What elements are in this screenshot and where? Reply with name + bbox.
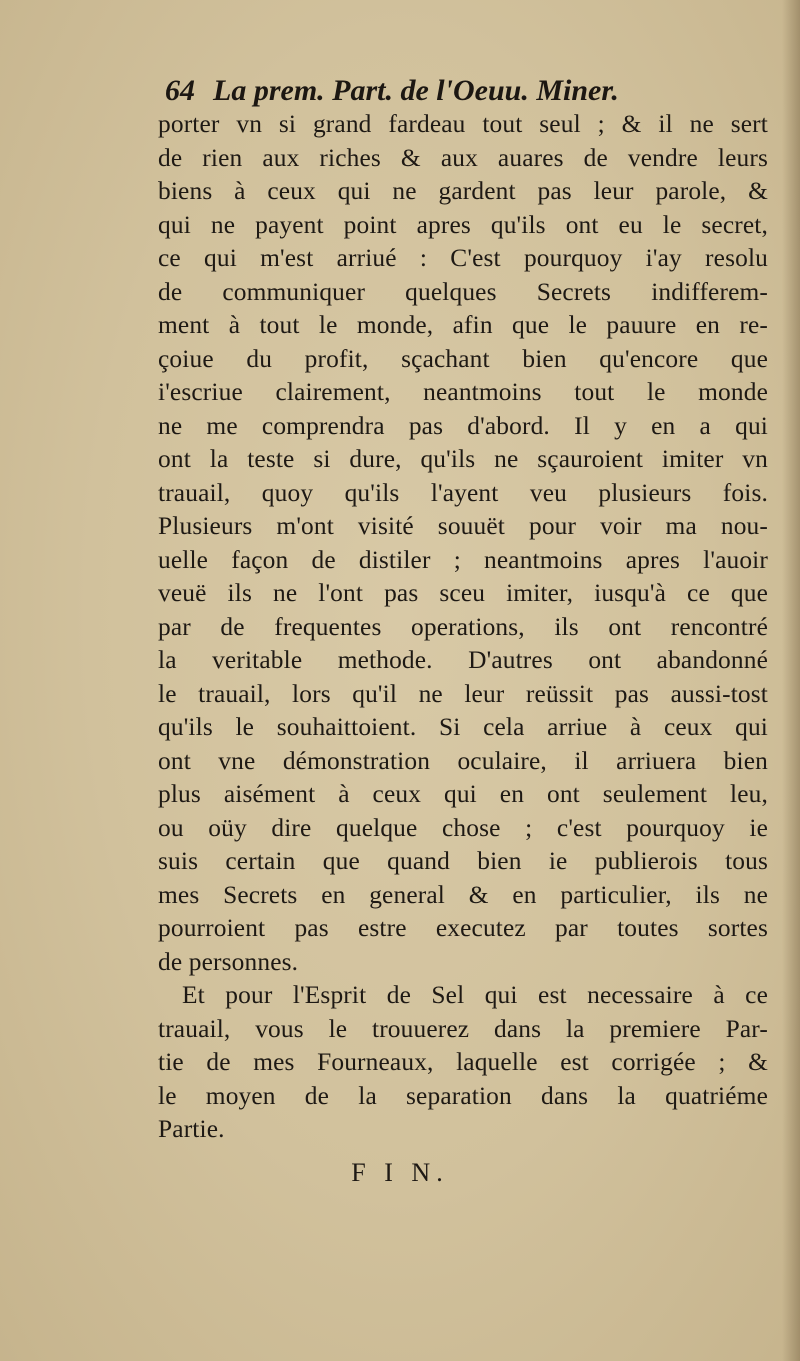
text-line: Plusieurs m'ont visité souuët pour voir ma nou-	[158, 512, 768, 540]
text-line: par de frequentes operations, ils ont rencontré	[158, 612, 768, 641]
paragraph-start-line: Et pour l'Esprit de Sel qui est necessaire à ce	[182, 981, 768, 1009]
text-line: la veritable methode. D'autres ont abandonné	[158, 646, 768, 674]
text-line: de rien aux riches & aux auares de vendre leurs	[158, 143, 768, 172]
text-line: de personnes.	[158, 947, 299, 976]
text-line: ce qui m'est arriué : C'est pourquoy i'ay resolu	[158, 244, 768, 272]
text-line: ou oüy dire quelque chose ; c'est pourquoy ie	[158, 813, 768, 842]
text-line: qu'ils le souhaittoient. Si cela arriue à ceux qui	[158, 713, 768, 741]
text-line: porter vn si grand fardeau tout seul ; & il ne sert	[158, 110, 768, 138]
text-line: trauail, vous le trouuerez dans la premiere Par-	[158, 1014, 768, 1043]
page-number: 64	[165, 74, 195, 107]
text-line: mes Secrets en general & en particulier, ils ne	[158, 880, 768, 909]
text-line: Partie.	[158, 1115, 225, 1143]
text-line: qui ne payent point apres qu'ils ont eu le secret,	[158, 210, 768, 239]
page-edge-shadow	[782, 0, 800, 1361]
text-line: ont la teste si dure, qu'ils ne sçauroient imiter vn	[158, 445, 768, 473]
text-line: plus aisément à ceux qui en ont seulement leu,	[158, 780, 768, 808]
text-line: ont vne démonstration oculaire, il arriuera bien	[158, 746, 768, 775]
body-text	[158, 108, 768, 1147]
text-line: de communiquer quelques Secrets indifferem-	[158, 277, 768, 306]
text-line: uelle façon de distiler ; neantmoins apres l'auoir	[158, 545, 768, 574]
text-line: biens à ceux qui ne gardent pas leur parole, &	[158, 177, 768, 205]
text-line: le moyen de la separation dans la quatriéme	[158, 1081, 768, 1110]
text-line: ment à tout le monde, afin que le pauure en re-	[158, 311, 768, 339]
text-line: çoiue du profit, sçachant bien qu'encore que	[158, 344, 768, 373]
text-line: i'escriue clairement, neantmoins tout le monde	[158, 378, 768, 406]
text-line: trauail, quoy qu'ils l'ayent veu plusieurs fois.	[158, 478, 768, 507]
text-line: tie de mes Fourneaux, laquelle est corrigée ; &	[158, 1048, 768, 1076]
text-line: veuë ils ne l'ont pas sceu imiter, iusqu'à ce que	[158, 579, 768, 607]
running-title: La prem. Part. de l'Oeuu. Miner.	[213, 74, 619, 107]
text-line: le trauail, lors qu'il ne leur reüssit pas aussi-tost	[158, 679, 768, 708]
text-line: suis certain que quand bien ie publierois tous	[158, 847, 768, 875]
text-line: ne me comprendra pas d'abord. Il y en a qui	[158, 411, 768, 440]
text-line: pourroient pas estre executez par toutes sortes	[158, 914, 768, 942]
fin-colophon: F I N.	[351, 1158, 449, 1187]
